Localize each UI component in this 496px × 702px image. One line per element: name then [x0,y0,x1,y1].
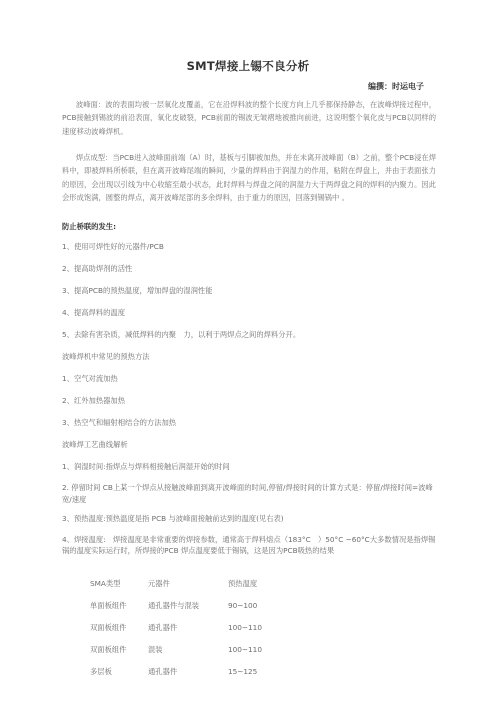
table-header-cell: 元器件 [148,579,170,588]
table-cell: 单面板组件 [90,601,127,610]
preheat-item: 1、空气对流加热 [62,374,118,383]
paragraph-wave-surface: 波峰面：波的表面均被一层氧化皮覆盖，它在沿焊料波的整个长度方向上几乎都保持静态，在波峰焊接过程中，PCB接触到锡波的前沿表面，氧化皮破裂，PCB前面的锡波无皱褶地被推向前进，这说明整个氧化皮与PCB以同样的速度移动波峰焊机。 [62,100,436,136]
curve-item: 1、润湿时间:指焊点与焊料相接触后润湿开始的时间 [62,462,230,471]
table-cell: 双面板组件 [90,645,127,654]
table-header-cell: SMA类型 [90,579,121,588]
document-author: 编撰：时运电子 [368,82,424,91]
table-cell: 多层板 [90,667,112,676]
prevention-item: 1、使用可焊性好的元器件/PCB [62,242,164,251]
table-cell: 15~125 [228,667,258,676]
table-cell: 90~100 [228,601,258,610]
table-cell: 通孔器件 [148,623,178,632]
curve-item: 2. 停留时间 CB上某一个焊点从接触波峰面到离开波峰面的时间,停留/焊接时间的计算方式是：停留/焊接时间=波峰宽/速度 [62,483,433,504]
prevention-item: 4、提高焊料的温度 [62,308,126,317]
table-header-cell: 预热温度 [228,579,258,588]
preheat-heading: 波峰焊机中常见的预热方法 [62,352,150,361]
prevention-heading: 防止桥联的发生: [62,222,116,231]
table-cell: 100~110 [228,645,262,654]
table-cell: 100~110 [228,623,262,632]
prevention-item: 2、提高助焊剂的活性 [62,264,133,273]
paragraph-joint-forming: 焊点成型：当PCB进入波峰面前端（A）时，基板与引脚被加热，并在未离开波峰面（B）之前，整个PCB浸在焊料中，即被焊料所桥联，但在离开波峰尾端的瞬间，少量的焊料由于润湿力的作用，粘附在焊盘上，并由于表面张力的原因，会出现以引线为中心收缩至最小状态，此时焊料与焊盘之间的润湿力大于两焊盘之间的焊料的内聚力。因此会形成饱满，圆整的焊点，离开波峰尾部的多余焊料，由于重力的原因，回落到锡锅中 。 [62,153,436,202]
table-cell: 通孔器件 [148,667,178,676]
prevention-item: 5、去除有害杂质，减低焊料的内聚 力，以利于两焊点之间的焊料分开。 [62,330,301,339]
curve-item: 4、焊接温度: 焊接温度是非常重要的焊接参数，通常高于焊料熔点（183°C ）50°C ~60°C大多数情况是指焊锡锅的温度实际运行时，所焊接的PCB 焊点温度要低于锡锅，这是因为PCB吸热的结果 [62,535,436,555]
table-cell: 通孔器件与混装 [148,601,200,610]
preheat-item: 3、热空气和辐射相结合的方法加热 [62,418,177,427]
table-cell: 双面板组件 [90,623,127,632]
table-cell: 混装 [148,645,163,654]
document-title: SMT焊接上锡不良分析 [186,59,310,73]
preheat-item: 2、红外加热器加热 [62,396,126,405]
prevention-item: 3、提高PCB的预热温度，增加焊盘的湿润性能 [62,286,213,295]
curve-item: 3、预热温度:预热温度是指 PCB 与波峰面接触前达到的温度(见右表) [62,514,284,523]
curve-heading: 波峰焊工艺曲线解析 [62,440,128,449]
